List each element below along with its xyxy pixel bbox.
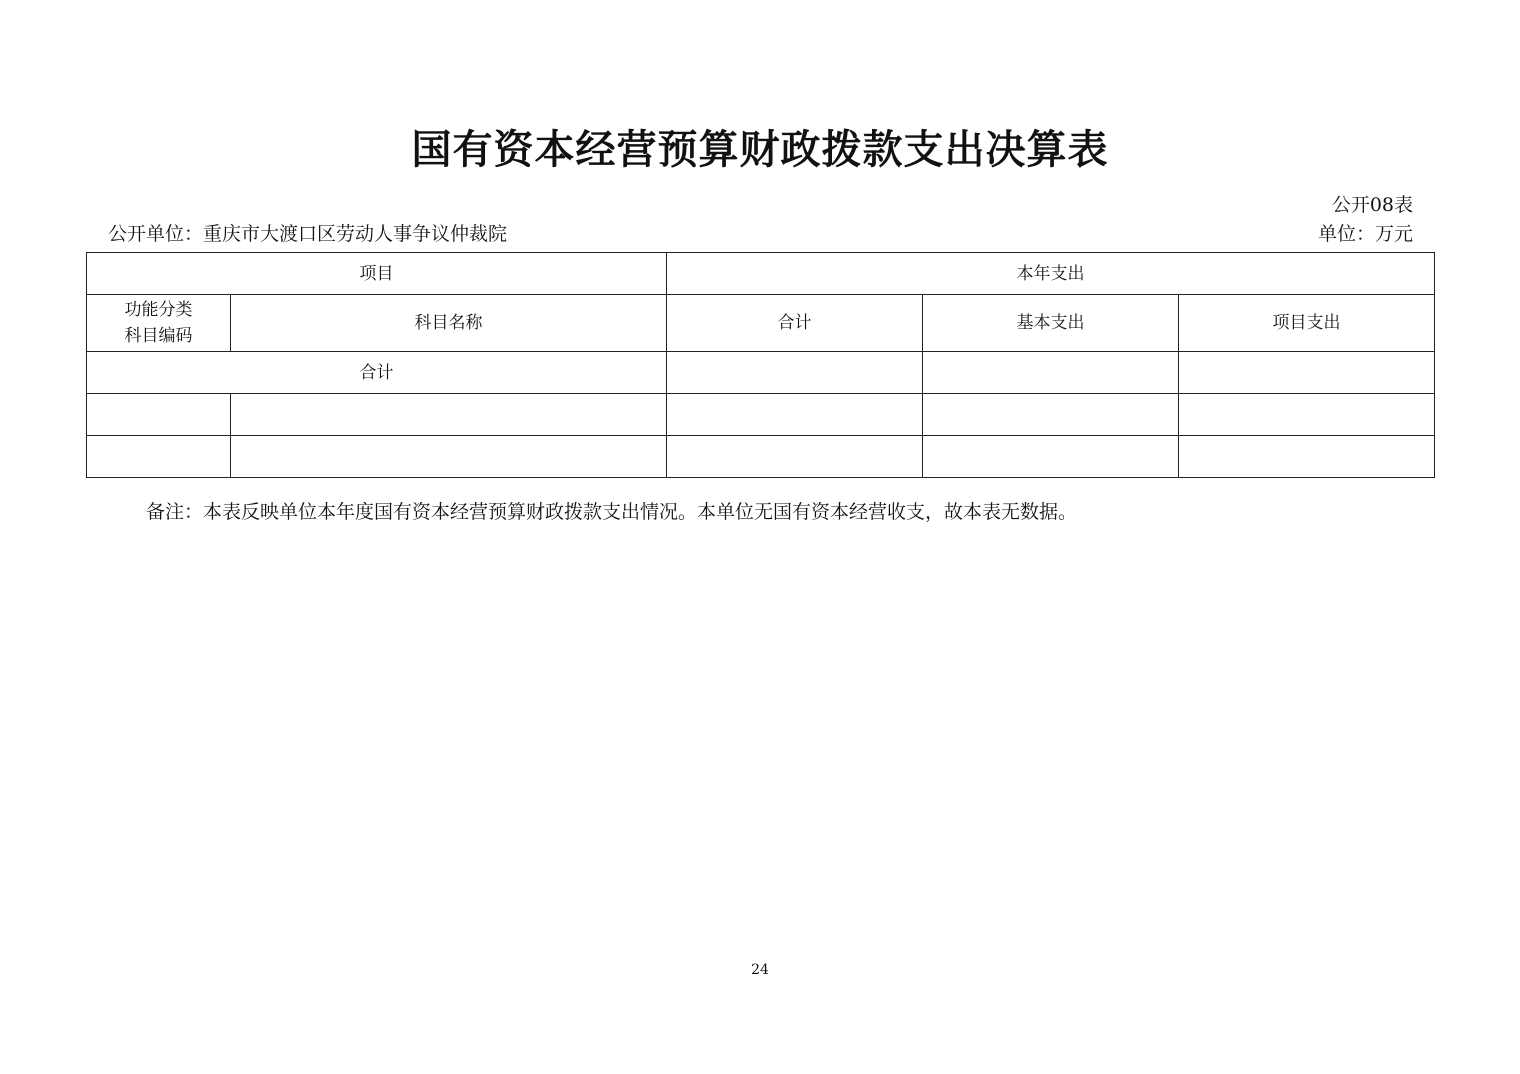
row-basic [923,394,1179,436]
publishing-unit: 公开单位：重庆市大渡口区劳动人事争议仲裁院 [108,223,508,245]
row-name [231,394,667,436]
table-subheader-row [87,295,1435,352]
budget-table [86,252,1435,478]
header-function-code-line1: 功能分类 [124,300,193,320]
header-subject-name: 科目名称 [231,295,667,352]
total-row-total [667,352,923,394]
row-total [667,436,923,478]
total-row-project [1179,352,1435,394]
table-row [87,394,1435,436]
row-total [667,394,923,436]
row-name [231,436,667,478]
header-project-expense: 项目支出 [1179,295,1435,352]
header-function-code [87,295,231,352]
row-code [87,394,231,436]
currency-unit: 单位：万元 [1317,223,1413,245]
table-header-row [87,253,1435,295]
page-title: 国有资本经营预算财政拨款支出决算表 [411,127,1109,173]
total-row-basic [923,352,1179,394]
table-note: 备注：本表反映单位本年度国有资本经营预算财政拨款支出情况。本单位无国有资本经营收支，故本表无数据。 [146,501,1078,523]
header-current-year-expense: 本年支出 [667,253,1435,295]
total-row-label: 合计 [87,352,667,394]
total-row [87,352,1435,394]
row-code [87,436,231,478]
table-number: 公开08表 [1331,194,1413,216]
header-basic-expense: 基本支出 [923,295,1179,352]
header-total: 合计 [667,295,923,352]
row-project [1179,436,1435,478]
header-item: 项目 [87,253,667,295]
page-number: 24 [751,962,769,978]
table-row [87,436,1435,478]
header-function-code-line2: 科目编码 [124,326,193,346]
row-basic [923,436,1179,478]
row-project [1179,394,1435,436]
